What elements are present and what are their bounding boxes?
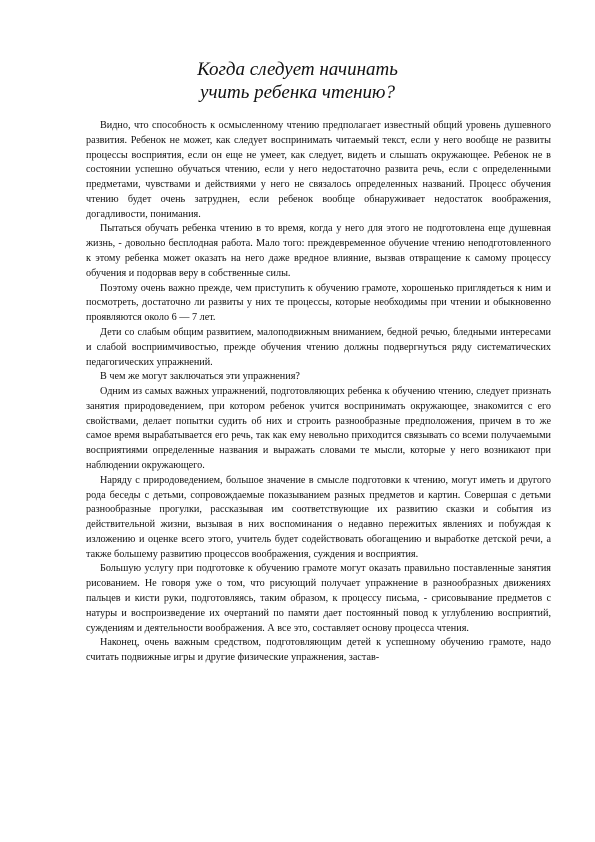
article-body xyxy=(86,119,551,666)
paragraph-1: Видно, что способность к осмысленному чтению предполагает известный общий уровень душевного развития. Ребенок не может, как следует воспринимать читаемый текст, если у него вообще не развиты процессы восприятия, если он еще не умеет, как следует, видеть и слышать окружающее. Ребенок не в состоянии успешно обучаться чтению, если у него недостаточно развита речь, если с определенными предметами, чувствами и действиями у него не связалось определенных названий. Процесс обучения чтению будет очень затруднен, если ребенок вообще обнаруживает недостаток воображения, догадливости, понимания. xyxy=(86,120,551,220)
paragraph-3: Поэтому очень важно прежде, чем приступить к обучению грамоте, хорошенько приглядеться к ним и посмотреть, достаточно ли развиты у них те процессы, которые необходимы при чтении и обыкновенно проявляются около 6 — 7 лет. xyxy=(86,282,551,324)
page-title-line-1: Когда следует начинать xyxy=(197,59,398,80)
paragraph-9: Наконец, очень важным средством, подготовляющим детей к успешному обучению грамоте, надо считать подвижные игры и другие физические упражнения, застав- xyxy=(86,637,551,664)
paragraph-5-question: В чем же могут заключаться эти упражнения? xyxy=(100,371,300,383)
paragraph-8: Большую услугу при подготовке к обучению грамоте могут оказать правильно поставленные занятия рисованием. Не говоря уже о том, что рисующий получает упражнение в разнообразных движениях пальцев и кисти руки, подготовляясь, таким образом, к процессу письма, - срисовывание предметов с натуры и воспроизведение их очертаний по памяти дает постоянный повод к углублению восприятий, суждениям и деятельности воображения. А все это, составляет основу процесса чтения. xyxy=(86,563,551,634)
page-title-line-2: учить ребенка чтению? xyxy=(200,82,395,103)
paragraph-2: Пытаться обучать ребенка чтению в то время, когда у него для этого не подготовлена еще душевная жизнь, - довольно бесплодная работа. Мало того: преждевременное обучение чтению неподготовленного к этому ребенка может оказать на него даже вредное влияние, вызвав отвращение к самому процессу обучения и подорвав веру в собственные силы. xyxy=(86,223,551,279)
paragraph-6: Одним из самых важных упражнений, подготовляющих ребенка к обучению чтению, следует признать занятия природоведением, при котором ребенок учится воспринимать окружающее, знакомится с его свойствами, делает попытки судить об них и строить разнообразные предположения, причем в то же самое время вырабатывается его речь, так как ему невольно приходится связывать со всеми получаемыми восприятиями определенные названия и выражать словами те мысли, которые у него возникают при наблюдении окружающего. xyxy=(86,386,551,471)
paragraph-7: Наряду с природоведением, большое значение в смысле подготовки к чтению, могут иметь и другого рода беседы с детьми, сопровождаемые показыванием разных предметов и картин. Совершая с детьми разнообразные прогулки, рассказывая им соответствующие их развитию сказки и события из действительной жизни, вызывая в них воспоминания о недавно пережитых явлениях и побуждая к изложению и оценке всего этого, учитель будет содействовать обогащению и выработке детской речи, а также большему развитию процессов воображения, суждения и восприятия. xyxy=(86,474,551,560)
paragraph-4: Дети со слабым общим развитием, малоподвижным вниманием, бедной речью, бледными интересами и слабой восприимчивостью, прежде обучения чтению должны подвергнуться ряду систематических педагогических упражнений. xyxy=(86,326,551,368)
